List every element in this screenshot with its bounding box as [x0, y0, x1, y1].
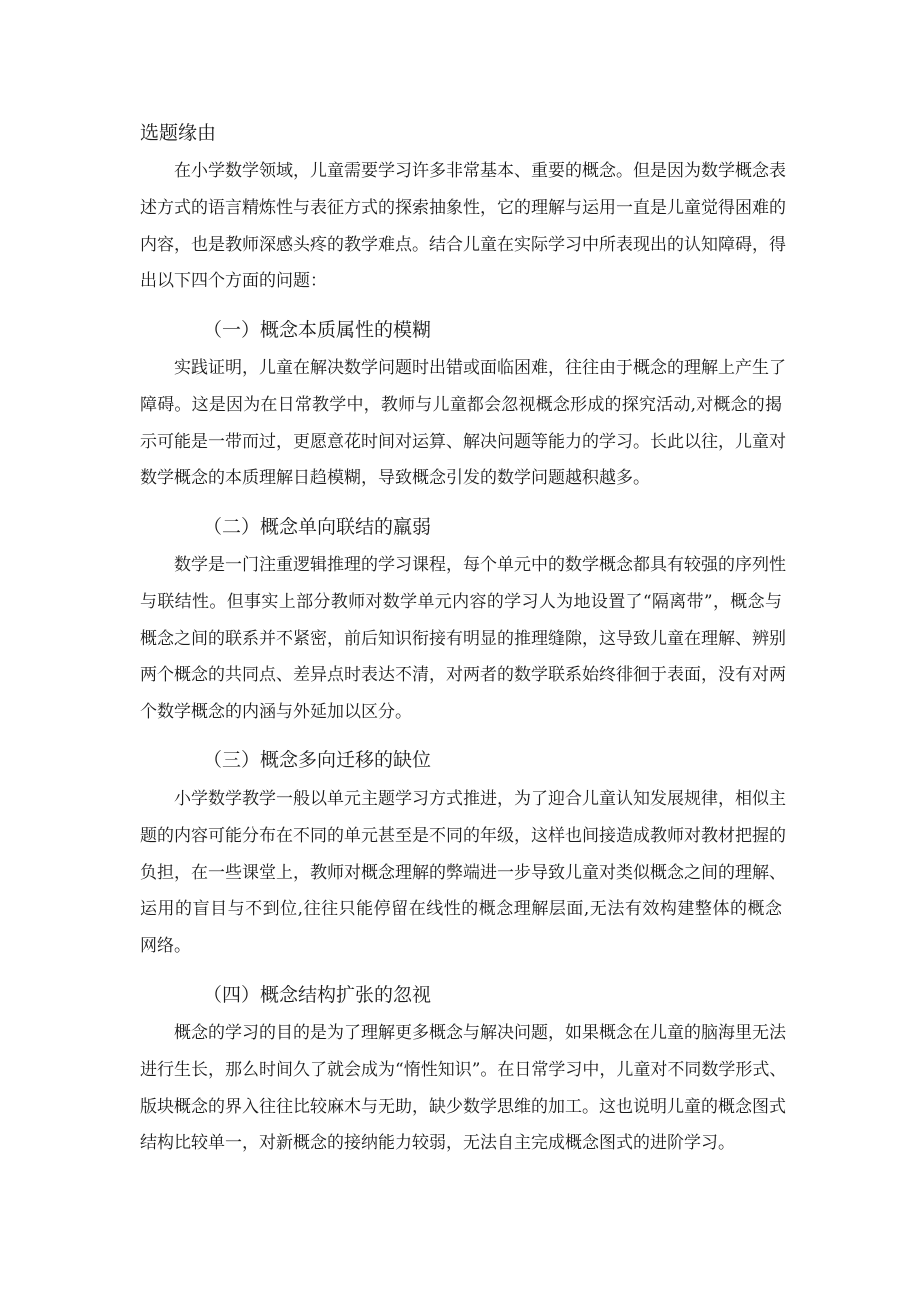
paragraph-line: 出以下四个方面的问题： — [140, 271, 327, 292]
paragraph-line: 个数学概念的内涵与外延加以区分。 — [140, 702, 412, 723]
paragraph-line: 运用的盲目与不到位,往往只能停留在线性的概念理解层面,无法有效构建整体的概念 — [140, 899, 782, 920]
document-title: 选题缘由 — [140, 122, 217, 144]
section-4-paragraph — [140, 1015, 787, 1162]
paragraph-line: 概念之间的联系并不紧密，前后知识衔接有明显的推理缝隙，这导致儿童在理解、辨别 — [140, 628, 786, 649]
section-heading-2: （二）概念单向联结的羸弱 — [203, 516, 432, 538]
paragraph-line: 内容，也是教师深感头疼的教学难点。结合儿童在实际学习中所表现出的认知障碍，得 — [140, 234, 786, 255]
paragraph-line: 网络。 — [140, 936, 191, 957]
intro-paragraph — [140, 153, 786, 300]
paragraph-line: 概念的学习的目的是为了理解更多概念与解决问题，如果概念在儿童的脑海里无法 — [174, 1023, 786, 1043]
paragraph-line: 在小学数学领域，儿童需要学习许多非常基本、重要的概念。但是因为数学概念表 — [174, 161, 786, 181]
paragraph-line: 负担，在一些课堂上，教师对概念理解的弊端进一步导致儿童对类似概念之间的理解、 — [140, 862, 786, 883]
section-2-paragraph — [140, 547, 786, 731]
paragraph-line: 述方式的语言精炼性与表征方式的探索抽象性，它的理解与运用一直是儿童觉得困难的 — [140, 197, 786, 218]
paragraph-line: 题的内容可能分布在不同的单元甚至是不同的年级，这样也间接造成教师对教材把握的 — [140, 825, 786, 846]
section-heading-4: （四）概念结构扩张的忽视 — [203, 984, 432, 1006]
paragraph-line: 小学数学教学一般以单元主题学习方式推进，为了迎合儿童认知发展规律，相似主 — [174, 789, 786, 809]
paragraph-line: 示可能是一带而过，更愿意花时间对运算、解决问题等能力的学习。长此以往，儿童对 — [140, 431, 786, 452]
section-heading-1: （一）概念本质属性的模糊 — [203, 319, 432, 341]
paragraph-line: 数学是一门注重逻辑推理的学习课程，每个单元中的数学概念都具有较强的序列性 — [174, 555, 786, 575]
section-3-paragraph — [140, 781, 786, 965]
paragraph-line: 进行生长，那么时间久了就会成为“惰性知识”。在日常学习中，儿童对不同数学形式、 — [140, 1059, 787, 1080]
paragraph-line: 与联结性。但事实上部分教师对数学单元内容的学习人为地设置了“隔离带”，概念与 — [140, 591, 782, 612]
paragraph-line: 数学概念的本质理解日趋模糊，导致概念引发的数学问题越积越多。 — [140, 468, 650, 489]
paragraph-line: 实践证明，儿童在解决数学问题时出错或面临困难，往往由于概念的理解上产生了 — [174, 358, 786, 378]
paragraph-line: 障碍。这是因为在日常教学中，教师与儿童都会忽视概念形成的探究活动,对概念的揭 — [140, 394, 782, 415]
section-heading-3: （三）概念多向迁移的缺位 — [203, 749, 432, 771]
section-1-paragraph — [140, 350, 786, 497]
paragraph-line: 结构比较单一，对新概念的接纳能力较弱，无法自主完成概念图式的进阶学习。 — [140, 1133, 735, 1154]
paragraph-line: 两个概念的共同点、差异点时表达不清，对两者的数学联系始终徘徊于表面，没有对两 — [140, 665, 786, 686]
paragraph-line: 版块概念的界入往往比较麻木与无助，缺少数学思维的加工。这也说明儿童的概念图式 — [140, 1096, 786, 1117]
